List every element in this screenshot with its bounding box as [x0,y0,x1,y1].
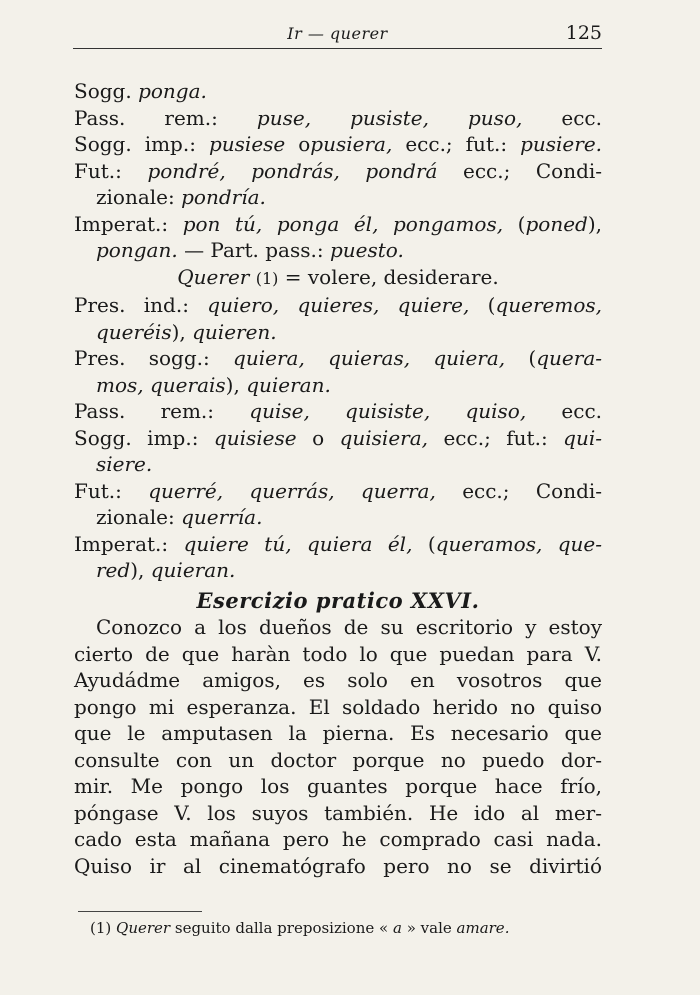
text-line: pongan. — Part. pass.: puesto. [96,238,404,262]
text-line: Pres. sogg.: quiera, quieras, quiera, (quera- [74,346,602,370]
exercise-line: Ayudádme amigos, es solo en vosotros que [74,668,602,692]
section-heading-querer: Querer (1) = volere, desiderare. [177,264,499,289]
exercise-line: Conozco a los dueños de su escritorio y estoy [96,615,602,639]
text-line: Fut.: pondré, pondrás, pondrá ecc.; Condi- [74,158,603,183]
footnote-mark: (1) [90,919,112,937]
exercise-line: cierto de que haràn todo lo que puedan para V. [74,641,602,666]
text-line: red), quieran. [96,558,236,582]
text-line: zionale: querría. [96,505,263,529]
exercise-line: pongo mi esperanza. El soldado herido no quiso [74,694,602,719]
text-line: Imperat.: quiere tú, quiera él, (queramos, que- [74,531,603,556]
text-line: Fut.: querré, querrás, querra, ecc.; Condi- [74,478,603,503]
text-line: Sogg. imp.: quisiese o quisiera, ecc.; fut.: qui- [74,425,602,450]
text-line: Sogg. ponga. [74,79,207,103]
footnote: (1) Querer seguito dalla preposizione « a » vale amare. [90,919,510,937]
text-line: Pass. rem.: puse, pusiste, puso, ecc. [74,105,602,130]
text-line: queréis), quieren. [96,319,277,344]
text-line: mos, querais), quieran. [96,372,331,397]
page-body [74,78,602,879]
exercise-line: Quiso ir al cinematógrafo pero no se divirtió [74,853,602,878]
running-title: Ir — querer [287,24,388,43]
exercise-line: mir. Me pongo los guantes porque hace frío, [74,774,602,798]
page-number: 125 [565,22,602,44]
exercise-line: cado esta mañana pero he comprado casi nada. [74,827,602,851]
exercise-line: que le amputasen la pierna. Es necesario que [74,721,602,745]
text-line: Pres. ind.: quiero, quieres, quiere, (queremos, [74,293,603,317]
exercise-line: consulte con un doctor porque no puedo dor- [74,747,602,772]
text-line: zionale: pondría. [96,185,266,209]
running-header [73,22,602,49]
exercise-line: póngase V. los suyos también. He ido al mer- [74,800,602,825]
text-line: Imperat.: pon tú, ponga él, pongamos, (poned), [74,211,603,236]
footnote-rule [78,911,202,912]
text-line: siere. [96,452,153,476]
exercise-title: Esercizio pratico XXVI. [196,587,480,613]
text-line: Sogg. imp.: pusiese opusiera, ecc.; fut.: pusiere. [74,132,603,156]
text-line: Pass. rem.: quise, quisiste, quiso, ecc. [74,399,603,423]
